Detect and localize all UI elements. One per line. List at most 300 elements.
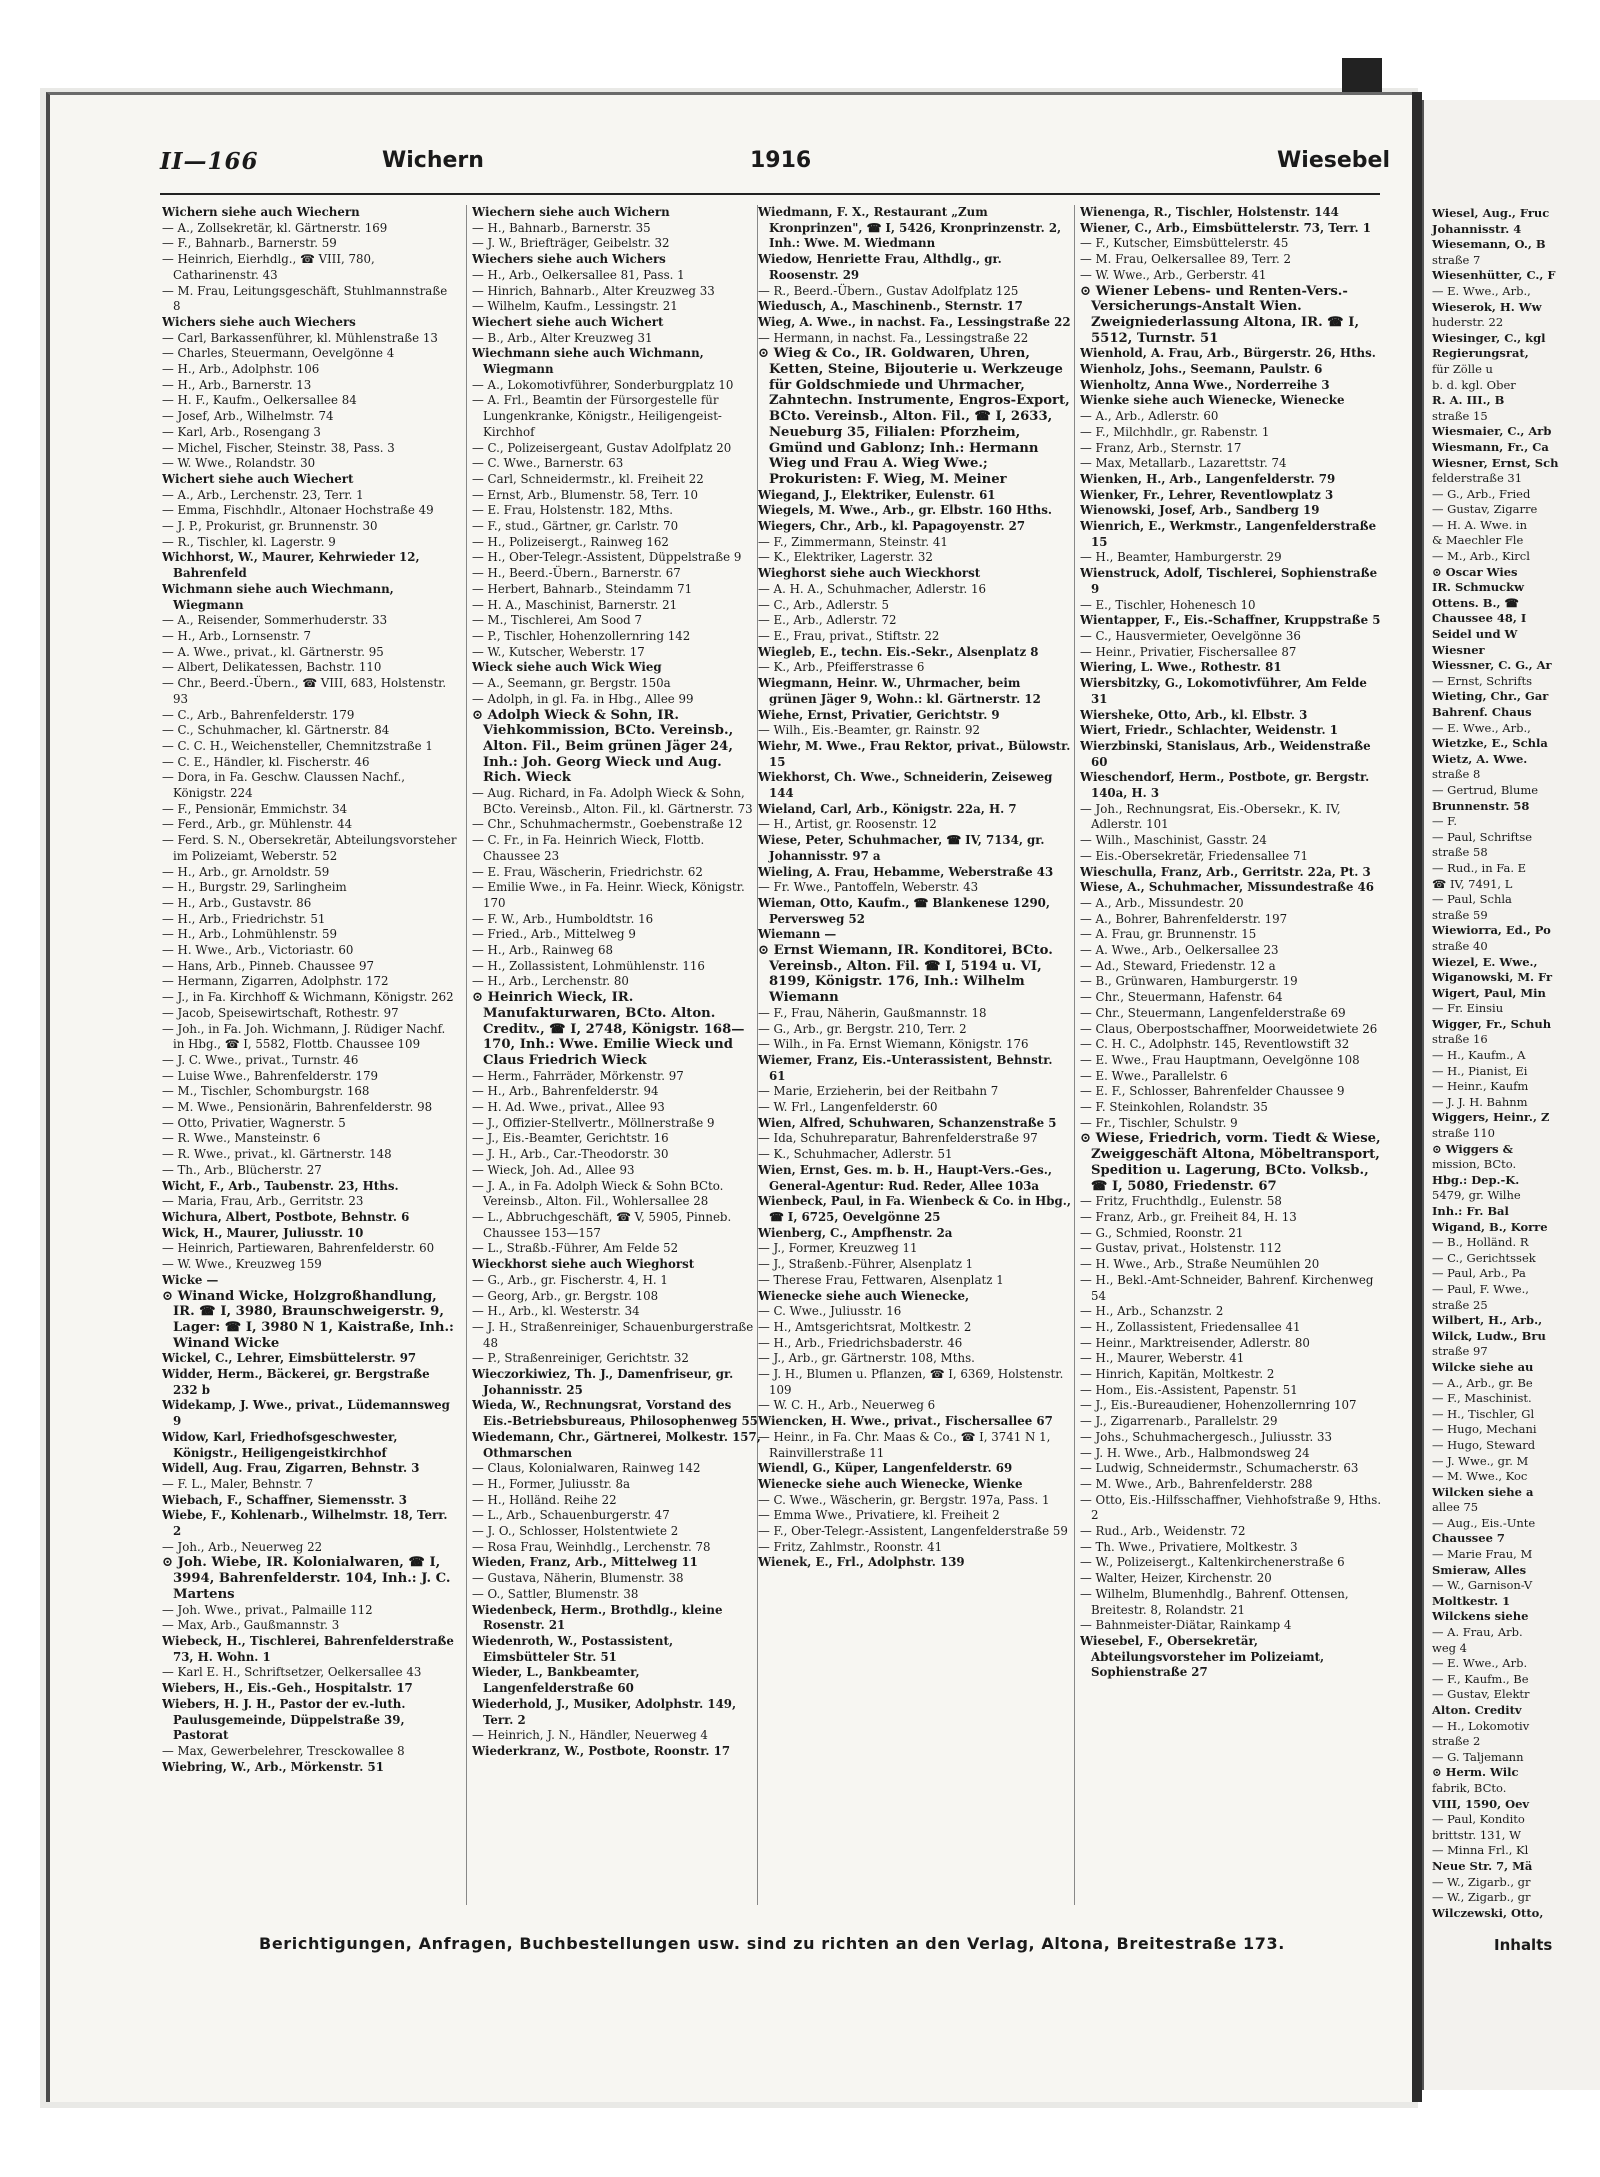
directory-entry: Wienenga, R., Tischler, Holstenstr. 144 [1080,205,1339,219]
directory-entry: — F. Steinkohlen, Rolandstr. 35 [1080,1100,1268,1115]
directory-entry: — Chr., Beerd.-Übern., ☎ VIII, 683, Holstenstr. 93 [162,676,447,706]
adjacent-page-line: Wiesner [1432,642,1485,657]
directory-entry: — C. C. H., Weichensteller, Chemnitzstraße 1 [162,738,433,753]
directory-entry: — C. Wwe., Wäscherin, gr. Bergstr. 197a, Pass. 1 [758,1492,1050,1507]
adjacent-page-line: — B., Holländ. R [1432,1235,1529,1250]
directory-entry: — J. O., Schlosser, Holstentwiete 2 [472,1524,679,1539]
directory-entry: Wienken, H., Arb., Langenfelderstr. 79 [1080,471,1336,486]
page-number: II—166 [160,148,259,175]
adjacent-page-line: Chaussee 7 [1432,1531,1505,1546]
adjacent-page-line: Wiesenhütter, C., F [1432,268,1556,283]
directory-entry: Wiencken, H. Wwe., privat., Fischersallee 67 [758,1414,1053,1429]
directory-entry: Wiedenroth, W., Postassistent, Eimsbütteler Str. 51 [472,1633,674,1664]
directory-entry: Widekamp, J. Wwe., privat., Lüdemannsweg 9 [162,1398,450,1429]
directory-entry: — M. Frau, Leitungsgeschäft, Stuhlmannstraße 8 [162,283,448,314]
adjacent-page-fragment [1422,100,1600,2090]
directory-entry: — Charles, Steuermann, Oevelgönne 4 [162,346,395,361]
adjacent-page-line: straße 58 [1432,845,1488,860]
directory-entry: — Ferd. S. N., Obersekretär, Abteilungsvorsteher im Polizeiamt, Weberstr. 52 [162,833,457,863]
directory-entry: Wienholz, Johs., Seemann, Paulstr. 6 [1080,362,1323,377]
directory-entry: — W. Wwe., Kreuzweg 159 [162,1257,322,1272]
directory-entry: — Hermann, in nachst. Fa., Lessingstraße 22 [758,330,1029,345]
directory-entry: — Heinrich, J. N., Händler, Neuerweg 4 [472,1728,708,1743]
adjacent-page-line: — Gustav, Zigarre [1432,502,1538,517]
adjacent-page-footer: Inhalts [1494,1936,1553,1954]
directory-entry: — Karl, Arb., Rosengang 3 [162,424,321,439]
directory-entry: — Heinrich, Partiewaren, Bahrenfelderstr. 60 [162,1241,435,1256]
directory-entry: — C., Schuhmacher, kl. Gärtnerstr. 84 [162,723,390,738]
adjacent-page-line: ☎ IV, 7491, L [1432,876,1513,891]
directory-entry: Widow, Karl, Friedhofsgeschwester, Königstr., Heiligengeistkirchhof [162,1429,398,1460]
directory-entry: — Hom., Eis.-Assistent, Papenstr. 51 [1080,1382,1298,1397]
adjacent-page-line: straße 15 [1432,408,1488,423]
directory-entry: — M., Tischler, Schomburgstr. 168 [162,1084,370,1099]
directory-entry: — B., Grünwaren, Hamburgerstr. 19 [1080,974,1298,989]
adjacent-page-line: — Ernst, Schrifts [1432,673,1532,688]
directory-entry: — G., Schmied, Roonstr. 21 [1080,1225,1244,1240]
directory-entry: — H. Wwe., Arb., Straße Neumühlen 20 [1080,1257,1320,1272]
directory-entry: — E. Wwe., Parallelstr. 6 [1080,1068,1228,1083]
directory-entry: — Otto, Eis.-Hilfsschaffner, Viehhofstraße 9, Hths. 2 [1080,1492,1382,1523]
directory-entry: — Gustava, Näherin, Blumenstr. 38 [472,1571,684,1586]
adjacent-page-line: straße 8 [1432,767,1481,782]
adjacent-page-line: straße 2 [1432,1734,1481,1749]
directory-entry: — A., Reisender, Sommerhuderstr. 33 [162,613,388,628]
adjacent-page-line: Seidel und W [1432,627,1518,642]
directory-entry: — Aug. Richard, in Fa. Adolph Wieck & Sohn, BCto. Vereinsb., Alton. Fil., kl. Gärtnerstr. 73 [472,786,753,816]
directory-entry: — Fr., Tischler, Schulstr. 9 [1080,1115,1238,1130]
directory-entry: — Joh., Rechnungsrat, Eis.-Obersekr., K. IV, Adlerstr. 101 [1080,801,1341,832]
adjacent-page-line: straße 59 [1432,907,1488,922]
directory-column-4 [1080,205,1382,1905]
directory-entry: — Chr., Steuermann, Hafenstr. 64 [1080,990,1283,1005]
directory-entry: Wiechmann siehe auch Wichmann, Wiegmann [472,346,704,377]
directory-column-1 [162,205,458,1905]
directory-entry: Wichmann siehe auch Wiechmann, Wiegmann [162,581,394,612]
business-listing: ⊙ Adolph Wieck & Sohn, IR. Viehkommission, BCto. Vereinsb., Alton. Fil., Beim grünen Jäger 24, Inh.: Joh. Georg Wieck und Aug. Rich. Wieck [472,707,734,786]
directory-entry: — Joh. Wwe., privat., Palmaille 112 [162,1602,373,1617]
directory-entry: Wienholtz, Anna Wwe., Norderreihe 3 [1080,377,1330,392]
directory-entry: — Michel, Fischer, Steinstr. 38, Pass. 3 [162,440,395,455]
directory-entry: Wieck siehe auch Wick Wieg [472,660,662,675]
adjacent-page-line: b. d. kgl. Ober [1432,377,1516,392]
directory-entry: — H., Burgstr. 29, Sarlingheim [162,880,347,895]
directory-entry: — Hans, Arb., Pinneb. Chaussee 97 [162,958,375,973]
adjacent-page-line: Wiesinger, C., kgl [1432,330,1546,345]
directory-entry: — B., Arb., Alter Kreuzweg 31 [472,330,653,345]
directory-entry: — Claus, Oberpostschaffner, Moorweidetwiete 26 [1080,1021,1378,1036]
adjacent-page-line: Wigger, Fr., Schuh [1432,1016,1552,1031]
directory-year: 1916 [750,148,812,173]
directory-entry: — Th. Wwe., Privatiere, Moltkestr. 3 [1080,1539,1298,1554]
directory-entry: Wickel, C., Lehrer, Eimsbüttelerstr. 97 [162,1351,417,1366]
directory-entry: — J., Zigarrenarb., Parallelstr. 29 [1080,1414,1278,1429]
directory-entry: — A. H. A., Schuhmacher, Adlerstr. 16 [758,581,986,596]
adjacent-page-column [1432,206,1600,1921]
adjacent-page-line: — F., Kaufm., Be [1432,1671,1529,1686]
directory-entry: Wiese, Peter, Schuhmacher, ☎ IV, 7134, gr. Johannisstr. 97 a [758,833,1045,863]
directory-entry: Wiebers, H. J. H., Pastor der ev.-luth. Paulusgemeinde, Düppelstraße 39, Pastorat [162,1696,406,1743]
adjacent-page-line: Wiezel, E. Wwe., [1432,954,1538,969]
directory-entry: — L., Abbruchgeschäft, ☎ V, 5905, Pinneb. Chaussee 153—157 [472,1210,732,1240]
directory-entry: Wientapper, F., Eis.-Schaffner, Kruppstraße 5 [1080,613,1381,628]
directory-entry: — Chr., Schuhmachermstr., Goebenstraße 12 [472,817,743,832]
directory-entry: — A., Arb., Adlerstr. 60 [1080,409,1219,424]
adjacent-page-line: huderstr. 22 [1432,315,1504,330]
adjacent-page-line: — H., Lokomotiv [1432,1718,1530,1733]
adjacent-page-line: — E. Wwe., Arb., [1432,720,1531,735]
directory-entry: — Luise Wwe., Bahrenfelderstr. 179 [162,1068,378,1083]
directory-entry: — H., Arb., Barnerstr. 13 [162,377,312,392]
adjacent-page-line: straße 7 [1432,252,1481,267]
directory-entry: — H., Bahnarb., Barnerstr. 35 [472,220,651,235]
directory-entry: — Carl, Schneidermstr., kl. Freiheit 22 [472,471,704,486]
directory-entry: Wienowski, Josef, Arb., Sandberg 19 [1080,503,1320,518]
adjacent-page-line: — Heinr., Kaufm [1432,1079,1529,1094]
directory-entry: — H., Arb., Lornsenstr. 7 [162,628,311,643]
directory-entry: — H., Arb., Friedrichsbaderstr. 46 [758,1335,963,1350]
adjacent-page-line: Wilcken siehe a [1432,1484,1534,1499]
directory-entry: — H., Arb., Lerchenstr. 80 [472,974,629,989]
directory-entry: Wiehr, M. Wwe., Frau Rektor, privat., Bülowstr. 15 [758,738,1071,769]
directory-entry: — R., Beerd.-Übern., Gustav Adolfplatz 125 [758,283,1019,298]
directory-entry: Wicht, F., Arb., Taubenstr. 23, Hths. [162,1178,399,1193]
directory-entry: — H., Arb., gr. Arnoldstr. 59 [162,864,330,879]
directory-entry: Wiebeck, H., Tischlerei, Bahrenfelderstraße 73, H. Wohn. 1 [162,1633,454,1664]
adjacent-page-line: — W., Zigarb., gr [1432,1890,1531,1905]
directory-entry: — Joh., in Fa. Joh. Wichmann, J. Rüdiger Nachf. in Hbg., ☎ I, 5582, Flottb. Chaussee 109 [162,1021,446,1052]
directory-entry: — A., Zollsekretär, kl. Gärtnerstr. 169 [162,220,388,235]
directory-entry: — W. C. H., Arb., Neuerweg 6 [758,1398,936,1413]
adjacent-page-line: straße 16 [1432,1032,1488,1047]
directory-entry: — Ad., Steward, Friedenstr. 12 a [1080,958,1276,973]
directory-entry: Wiersheke, Otto, Arb., kl. Elbstr. 3 [1080,707,1308,722]
adjacent-page-line: Wiesmann, Fr., Ca [1432,439,1549,454]
business-listing: ⊙ Wiese, Friedrich, vorm. Tiedt & Wiese, Zweiggeschäft Altona, Möbeltransport, Spedition u. Lagerung, BCto. Volksb., ☎ I, 5080, Friedenstr. 67 [1080,1131,1381,1194]
business-listing: ⊙ Ernst Wiemann, IR. Konditorei, BCto. Vereinsb., Alton. Fil. ☎ I, 5194 u. VI, 8199, Königstr. 176, Inh.: Wilhelm Wiemann [758,943,1053,1006]
directory-entry: Wieder, L., Bankbeamter, Langenfelderstraße 60 [472,1665,640,1696]
directory-entry: — H., Zollassistent, Friedensallee 41 [1080,1319,1301,1334]
directory-entry: — L., Arb., Schauenburgerstr. 47 [472,1508,670,1523]
directory-entry: — M. Wwe., Arb., Bahrenfelderstr. 288 [1080,1476,1313,1491]
directory-entry: — C. E., Händler, kl. Fischerstr. 46 [162,754,370,769]
directory-entry: Wiering, L. Wwe., Rothestr. 81 [1080,660,1282,675]
directory-entry: — Chr., Steuermann, Langenfelderstraße 69 [1080,1005,1346,1020]
adjacent-page-line: — W., Garnison-V [1432,1578,1533,1593]
adjacent-page-line: Brunnenstr. 58 [1432,798,1530,813]
directory-entry: — H., Ober-Telegr.-Assistent, Düppelstraße 9 [472,550,742,565]
directory-entry: — J., Arb., gr. Gärtnerstr. 108, Mths. [758,1351,975,1366]
directory-entry: — Th., Arb., Blücherstr. 27 [162,1162,322,1177]
directory-entry: — Wilhelm, Kaufm., Lessingstr. 21 [472,299,678,314]
adjacent-page-line: — G. Taljemann [1432,1749,1524,1764]
directory-entry: — F., Milchhdlr., gr. Rabenstr. 1 [1080,424,1270,439]
directory-entry: — J. P., Prokurist, gr. Brunnenstr. 30 [162,519,378,534]
directory-entry: — Joh., Arb., Neuerweg 22 [162,1539,323,1554]
directory-entry: — Georg, Arb., gr. Bergstr. 108 [472,1288,659,1303]
directory-entry: — J., Straßenb.-Führer, Alsenplatz 1 [758,1257,974,1272]
business-listing: ⊙ Winand Wicke, Holzgroßhandlung, IR. ☎ I, 3980, Braunschweigerstr. 9, Lager: ☎ I, 3980 N 1, Kaistraße, Inh.: Winand Wicke [162,1288,454,1351]
adjacent-page-line: — Paul, Kondito [1432,1812,1525,1827]
directory-entry: — Hinrich, Bahnarb., Alter Kreuzweg 33 [472,283,715,298]
directory-entry: Wienstruck, Adolf, Tischlerei, Sophienstraße 9 [1080,566,1378,596]
directory-entry: Wieschulla, Franz, Arb., Gerritstr. 22a, Pt. 3 [1080,864,1371,879]
directory-entry: — G., Arb., gr. Fischerstr. 4, H. 1 [472,1272,668,1287]
adjacent-page-line: — M. Wwe., Koc [1432,1469,1528,1484]
directory-entry: — J., in Fa. Kirchhoff & Wichmann, Königstr. 262 [162,990,454,1005]
adjacent-page-line: — Rud., in Fa. E [1432,860,1527,875]
directory-entry: — F., Pensionär, Emmichstr. 34 [162,801,348,816]
directory-entry: Wiedemann, Chr., Gärtnerei, Molkestr. 157, Othmarschen [472,1429,761,1460]
directory-entry: Wieman, Otto, Kaufm., ☎ Blankenese 1290, Perversweg 52 [758,895,1050,926]
adjacent-page-line: Hbg.: Dep.-K. [1432,1172,1520,1187]
directory-entry: — C. Wwe., Barnerstr. 63 [472,456,624,471]
adjacent-page-line: straße 97 [1432,1344,1488,1359]
directory-entry: — E., Frau, privat., Stiftstr. 22 [758,628,940,643]
range-start-name: Wichern [382,148,484,173]
directory-entry: Wiesebel, F., Obersekretär, Abteilungsvorsteher im Polizeiamt, Sophienstraße 27 [1080,1633,1325,1680]
directory-entry: — R. Wwe., Mansteinstr. 6 [162,1131,321,1146]
directory-entry: — Wieck, Joh. Ad., Allee 93 [472,1162,635,1177]
directory-entry: — W., Kutscher, Weberstr. 17 [472,644,645,659]
adjacent-page-line: IR. Schmuckw [1432,580,1525,595]
directory-entry: — Wilh., Maschinist, Gasstr. 24 [1080,833,1267,848]
adjacent-page-line: — F. [1432,814,1457,829]
directory-entry: — Fr. Wwe., Pantoffeln, Weberstr. 43 [758,880,979,895]
page-header [110,148,1390,184]
adjacent-page-line: — Paul, Schriftse [1432,829,1533,844]
directory-entry: Wiebers, H., Eis.-Geh., Hospitalstr. 17 [162,1681,413,1696]
directory-entry: — Emma Wwe., Privatiere, kl. Freiheit 2 [758,1508,1000,1523]
directory-entry: — A., Seemann, gr. Bergstr. 150a [472,676,671,691]
directory-entry: — W., Polizeisergt., Kaltenkirchenerstraße 6 [1080,1555,1345,1570]
directory-entry: — Albert, Delikatessen, Bachstr. 110 [162,660,382,675]
adjacent-page-line: — H., Kaufm., A [1432,1048,1526,1063]
directory-entry: — H. A., Maschinist, Barnerstr. 21 [472,597,678,612]
directory-entry: Wiegmann, Heinr. W., Uhrmacher, beim grünen Jäger 9, Wohn.: kl. Gärtnerstr. 12 [758,676,1041,706]
adjacent-page-line: — Paul, F. Wwe., [1432,1281,1529,1296]
directory-entry: — Ernst, Arb., Blumenstr. 58, Terr. 10 [472,487,699,502]
directory-entry: — H., Bekl.-Amt-Schneider, Bahrenf. Kirchenweg 54 [1080,1272,1374,1303]
directory-entry: — Franz, Arb., Sternstr. 17 [1080,440,1242,455]
directory-entry: — H., Beerd.-Übern., Barnerstr. 67 [472,566,681,581]
adjacent-page-line: — C., Gerichtssek [1432,1250,1536,1265]
directory-entry: — F. L., Maler, Behnstr. 7 [162,1476,314,1491]
directory-entry: Wiechern siehe auch Wichern [472,205,670,219]
directory-entry: — F., Frau, Näherin, Gaußmannstr. 18 [758,1005,987,1020]
range-end-name: Wiesebel [1277,148,1390,173]
directory-entry: — J. A., in Fa. Adolph Wieck & Sohn BCto. Vereinsb., Alton. Fil., Wohlersallee 28 [472,1178,724,1209]
directory-entry: — E., Arb., Adlerstr. 72 [758,613,897,628]
adjacent-page-line: Wigand, B., Korre [1432,1219,1548,1234]
directory-entry: — A., Arb., Missundestr. 20 [1080,895,1244,910]
directory-entry: Wiegleb, E., techn. Eis.-Sekr., Alsenplatz 8 [758,644,1039,659]
adjacent-page-line: — J. Wwe., gr. M [1432,1453,1529,1468]
adjacent-page-line: ⊙ Wiggers & [1432,1141,1514,1156]
directory-entry: — H., Arb., Lohmühlenstr. 59 [162,927,337,942]
adjacent-page-line: — E. Wwe., Arb., [1432,283,1531,298]
directory-entry: Wiersbitzky, G., Lokomotivführer, Am Felde 31 [1080,676,1367,706]
adjacent-page-line: Wieting, Chr., Gar [1432,689,1549,704]
directory-entry: — C. Fr., in Fa. Heinrich Wieck, Flottb. Chaussee 23 [472,833,705,863]
directory-entry: — Josef, Arb., Wilhelmstr. 74 [162,409,334,424]
directory-entry: — A. Wwe., privat., kl. Gärtnerstr. 95 [162,644,384,659]
adjacent-page-line: — Paul, Arb., Pa [1432,1266,1526,1281]
directory-entry: — H., Former, Juliusstr. 8a [472,1476,631,1491]
adjacent-page-line: — Paul, Schla [1432,892,1512,907]
directory-column-3 [758,205,1072,1905]
directory-entry: Wiegand, J., Elektriker, Eulenstr. 61 [758,487,996,502]
publisher-notice: Berichtigungen, Anfragen, Buchbestellungen usw. sind zu richten an den Verlag, Altona, Breitestraße 173. [259,1934,1285,1953]
adjacent-page-line: 5479, gr. Wilhe [1432,1188,1521,1203]
directory-entry: — C. Wwe., Juliusstr. 16 [758,1304,902,1319]
adjacent-page-line: Wiessner, C. G., Ar [1432,658,1552,673]
directory-entry: — E., Tischler, Hohenesch 10 [1080,597,1256,612]
adjacent-page-line: Wieserok, H. Ww [1432,299,1542,314]
directory-entry: — O., Sattler, Blumenstr. 38 [472,1586,639,1601]
directory-entry: — Gustav, privat., Holstenstr. 112 [1080,1241,1282,1256]
adjacent-page-line: Wietz, A. Wwe. [1432,751,1528,766]
directory-entry: Wieg, A. Wwe., in nachst. Fa., Lessingstraße 22 [758,314,1071,329]
directory-entry: — F. W., Arb., Humboldtstr. 16 [472,911,654,926]
adjacent-page-line: Johannisstr. 4 [1432,221,1522,236]
directory-entry: Wiendl, G., Küper, Langenfelderstr. 69 [758,1461,1013,1476]
adjacent-page-line: — W., Zigarb., gr [1432,1874,1531,1889]
business-listing: ⊙ Wieg & Co., IR. Goldwaren, Uhren, Ketten, Steine, Bijouterie u. Werkzeuge für Goldschmiede und Uhrmacher, Zahntechn. Instrumente, Engros-Export, BCto. Vereinsb., Alton. Fil., ☎ I, 2633, Neueburg 35, Filialen: Pforzheim, Gmünd und Gablonz; Inh.: Hermann Wieg und Frau A. Wieg Wwe.; Prokuristen: F. Wieg, M. Meiner [758,346,1070,487]
directory-entry: — C., Hausvermieter, Oevelgönne 36 [1080,628,1301,643]
directory-entry: Wienberg, C., Ampfhenstr. 2a [758,1225,953,1240]
directory-entry: — Ida, Schuhreparatur, Bahrenfelderstraße 97 [758,1131,1038,1146]
directory-entry: Wiederkranz, W., Postbote, Roonstr. 17 [472,1743,731,1758]
directory-entry: — H., Arb., kl. Westerstr. 34 [472,1304,640,1319]
directory-entry: — P., Tischler, Hohenzollernring 142 [472,628,691,643]
directory-entry: — Hermann, Zigarren, Adolphstr. 172 [162,974,389,989]
directory-entry: Wiemer, Franz, Eis.-Unterassistent, Behnstr. 61 [758,1052,1053,1083]
adjacent-page-line: & Maechler Fle [1432,533,1524,548]
directory-entry: — Dora, in Fa. Geschw. Claussen Nachf., Königstr. 224 [162,770,406,801]
directory-entry: Wienker, Fr., Lehrer, Reventlowplatz 3 [1080,487,1334,502]
directory-entry: — H., Zollassistent, Lohmühlenstr. 116 [472,958,705,973]
directory-entry: Wienke siehe auch Wienecke, Wienecke [1080,393,1345,408]
directory-entry: — Fried., Arb., Mittelweg 9 [472,927,636,942]
directory-entry: — H., Arb., Schanzstr. 2 [1080,1304,1224,1319]
adjacent-page-line: Smieraw, Alles [1432,1562,1527,1577]
adjacent-page-line: ⊙ Oscar Wies [1432,564,1518,579]
adjacent-page-line: Bahrenf. Chaus [1432,705,1532,719]
adjacent-page-line: Wiesemann, O., B [1432,237,1546,252]
directory-entry: — Heinr., Marktreisender, Adlerstr. 80 [1080,1335,1310,1350]
book-gutter [1412,92,1422,2102]
directory-entry: — A., Arb., Lerchenstr. 23, Terr. 1 [162,487,364,502]
directory-entry: Wieda, W., Rechnungsrat, Vorstand des Eis.-Betriebsbureaus, Philosophenweg 55 [472,1398,758,1429]
directory-entry: — Adolph, in gl. Fa. in Hbg., Allee 99 [472,691,694,706]
adjacent-page-line: Wiggers, Heinr., Z [1432,1110,1550,1125]
directory-entry: — E. Frau, Wäscherin, Friedrichstr. 62 [472,864,703,879]
adjacent-page-line: straße 25 [1432,1297,1488,1312]
adjacent-page-line: Wiesner, Ernst, Sch [1432,455,1559,470]
directory-entry: — Maria, Frau, Arb., Gerritstr. 23 [162,1194,364,1209]
adjacent-page-line: — Gertrud, Blume [1432,782,1539,797]
adjacent-page-line: Chaussee 48, I [1432,611,1527,626]
directory-entry: — Bahnmeister-Diätar, Rainkamp 4 [1080,1618,1292,1633]
adjacent-page-line: — H., Tischler, Gl [1432,1406,1535,1421]
directory-entry: Wienrich, E., Werkmstr., Langenfelderstraße 15 [1080,519,1377,549]
directory-entry: Wiebach, F., Schaffner, Siemensstr. 3 [162,1492,408,1507]
directory-entry: Wichhorst, W., Maurer, Kehrwieder 12, Bahrenfeld [162,550,420,581]
directory-entry: — H., Beamter, Hamburgerstr. 29 [1080,550,1282,565]
adjacent-page-line: mission, BCto. [1432,1157,1517,1172]
directory-entry: Wieland, Carl, Arb., Königstr. 22a, H. 7 [758,801,1017,816]
directory-entry: — H., Arb., Rainweg 68 [472,943,613,958]
adjacent-page-line: Wigert, Paul, Min [1432,985,1546,1000]
directory-entry: — A. Frl., Beamtin der Fürsorgestelle für Lungenkranke, Königstr., Heiligengeist-Kirchhof [472,393,722,439]
directory-entry: Wichers siehe auch Wiechers [162,314,356,329]
directory-entry: Wiedusch, A., Maschinenb., Sternstr. 17 [758,299,1023,314]
directory-entry: — H., Arb., Adolphstr. 106 [162,362,320,377]
directory-entry: — Herbert, Bahnarb., Steindamm 71 [472,581,693,596]
adjacent-page-line: ⊙ Herm. Wilc [1432,1765,1519,1780]
directory-entry: Widell, Aug. Frau, Zigarren, Behnstr. 3 [162,1461,420,1476]
directory-entry: Wieczorkiwiez, Th. J., Damenfriseur, gr. Johannisstr. 25 [472,1367,734,1397]
directory-entry: — J. H. Wwe., Arb., Halbmondsweg 24 [1080,1445,1310,1460]
adjacent-page-line: — H., Pianist, Ei [1432,1063,1528,1078]
directory-entry: Wiemann — [758,927,837,942]
business-listing: ⊙ Wiener Lebens- und Renten-Vers.-Versicherungs-Anstalt Wien. Zweigniederlassung Altona, IR. ☎ I, 5512, Turnstr. 51 [1080,283,1360,346]
adjacent-page-line: Wilbert, H., Arb., [1432,1313,1543,1328]
directory-entry: — E. Frau, Holstenstr. 182, Mths. [472,503,674,518]
directory-entry: — J. C. Wwe., privat., Turnstr. 46 [162,1052,359,1067]
directory-entry: — F., Zimmermann, Steinstr. 41 [758,534,948,549]
adjacent-page-line: — M., Arb., Kircl [1432,549,1530,564]
directory-entry: — Johs., Schuhmachergesch., Juliusstr. 33 [1080,1429,1333,1444]
adjacent-page-line: — Gustav, Elektr [1432,1687,1530,1702]
directory-entry: — F., Ober-Telegr.-Assistent, Langenfelderstraße 59 [758,1524,1068,1539]
business-listing: ⊙ Heinrich Wieck, IR. Manufakturwaren, BCto. Alton. Creditv., ☎ I, 2748, Königstr. 168—170, Inh.: Wwe. Emilie Wieck und Claus Friedrich Wieck [472,990,745,1068]
directory-entry: — H., Arb., Gustavstr. 86 [162,895,312,910]
directory-entry: — E. Wwe., Frau Hauptmann, Oevelgönne 108 [1080,1052,1360,1067]
directory-entry: — Heinr., in Fa. Chr. Maas & Co., ☎ I, 3741 N 1, Rainvillerstraße 11 [758,1429,1051,1460]
directory-entry: — R. Wwe., privat., kl. Gärtnerstr. 148 [162,1147,392,1162]
scan-edge-mark [1342,58,1382,94]
directory-entry: — Fritz, Zahlmstr., Roonstr. 41 [758,1539,943,1554]
directory-entry: — W. Wwe., Arb., Gerberstr. 41 [1080,267,1267,282]
directory-entry: — Heinrich, Eierhdlg., ☎ VIII, 780, Catharinenstr. 43 [162,252,375,282]
directory-entry: — Max, Metallarb., Lazarettstr. 74 [1080,456,1287,471]
directory-entry: — H., Arb., Bahrenfelderstr. 94 [472,1084,659,1099]
directory-entry: — Otto, Privatier, Wagnerstr. 5 [162,1115,346,1130]
directory-entry: — Max, Gewerbelehrer, Tresckowallee 8 [162,1743,405,1758]
directory-entry: Wichert siehe auch Wiechert [162,471,354,486]
directory-entry: Wieghorst siehe auch Wieckhorst [758,566,981,581]
directory-entry: — Emilie Wwe., in Fa. Heinr. Wieck, Königstr. 170 [472,880,745,910]
directory-entry: — Karl E. H., Schriftsetzer, Oelkersallee 43 [162,1665,422,1680]
directory-entry: — H., Artist, gr. Roosenstr. 12 [758,817,937,832]
directory-entry: — F., Bahnarb., Barnerstr. 59 [162,236,337,251]
adjacent-page-line: Wilckens siehe [1432,1609,1529,1624]
adjacent-page-line: — F., Maschinist. [1432,1391,1532,1406]
directory-entry: — J. H., Arb., Car.-Theodorstr. 30 [472,1147,669,1162]
business-listing: ⊙ Joh. Wiebe, IR. Kolonialwaren, ☎ I, 3994, Bahrenfelderstr. 104, Inh.: J. C. Martens [162,1555,451,1602]
directory-entry: Wiechert siehe auch Wichert [472,314,664,329]
directory-entry: — Hinrich, Kapitän, Moltkestr. 2 [1080,1367,1275,1382]
column-separator [466,205,467,1905]
directory-entry: — K., Schuhmacher, Adlerstr. 51 [758,1147,953,1162]
directory-entry: — Therese Frau, Fettwaren, Alsenplatz 1 [758,1272,1004,1287]
directory-entry: — C., Polizeisergeant, Gustav Adolfplatz 20 [472,440,732,455]
directory-entry: — M. Frau, Oelkersallee 89, Terr. 2 [1080,252,1292,267]
adjacent-page-line: R. A. III., B [1432,393,1505,408]
directory-entry: Wien, Alfred, Schuhwaren, Schanzenstraße 5 [758,1115,1057,1130]
